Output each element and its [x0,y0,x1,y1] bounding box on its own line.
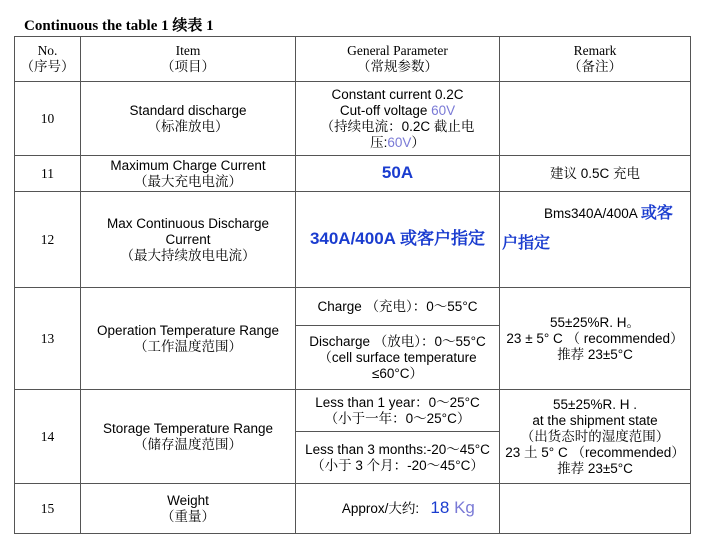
remark-line: at the shipment state [532,412,658,428]
item-cn: （最大持续放电电流） [120,247,256,263]
param-text: Cut-off voltage [339,102,432,118]
header-remark [500,37,691,82]
item-cell [81,82,296,156]
param-line: （持续电流：0.2C 截止电 [320,118,475,134]
remark-line: 推荐 23±5°C [557,460,633,476]
table-caption: Continuous the table 1 续表 1 [24,18,214,34]
item-cell [81,288,296,390]
item-cell [81,192,296,288]
param-text: 压: [370,134,388,150]
param-cell [296,484,500,534]
item-cell [81,156,296,192]
table-row [15,484,691,534]
item-en: Current [165,231,211,247]
row-number: 12 [15,192,81,288]
param-value: 60V [387,134,412,150]
item-cn: （储存温度范围） [134,436,242,452]
header-item [81,37,296,82]
row-number: 15 [15,484,81,534]
remark-line: （出货态时的湿度范围） [520,428,670,444]
table-row [15,192,691,288]
param-value: 50A [381,163,414,182]
param-cell [296,192,500,288]
header-remark-en: Remark [573,43,617,58]
row-number: 13 [15,288,81,390]
remark-cell: 建议 0.5C 充电 [500,156,691,192]
param-line: ≤60°C） [371,365,424,381]
item-en: Weight [167,492,209,508]
remark-cell [500,288,691,390]
row-number: 10 [15,82,81,156]
item-cn: （工作温度范围） [134,338,242,354]
header-item-cn: （项目） [161,59,215,74]
param-text: Approx/大约: [341,501,431,516]
remark-cell [500,82,691,156]
remark-line [502,206,688,222]
remark-text: 或客 [640,205,673,222]
item-en: Operation Temperature Range [96,322,280,338]
param-line: Less than 3 months:-20～45°C [305,441,490,457]
remark-cell [500,484,691,534]
item-en: Standard discharge [129,102,247,118]
remark-line: 23 ± 5° C （ recommended） [506,330,684,346]
param-line: （小于一年：0～25°C） [324,410,471,426]
param-value: 60V [431,102,456,118]
item-cell [81,484,296,534]
remark-line: 23 土 5° C （recommended） [505,444,685,460]
row-number: 14 [15,390,81,484]
header-param-cn: （常规参数） [357,59,438,74]
param-line: （cell surface temperature [318,349,477,365]
header-no [15,37,81,82]
header-param-en: General Parameter [347,43,448,58]
remark-line: 推荐 23±5°C [557,346,633,362]
param-text: ） [411,134,425,150]
remark-cell [500,192,691,288]
table-row [15,82,691,156]
header-remark-cn: （备注） [568,59,622,74]
param-cell [296,432,500,484]
param-value: 18 [430,498,450,517]
param-line: （小于 3 个月：-20～45°C） [311,457,484,473]
param-value: 340A/400A 或客户指定 [309,229,486,248]
item-en: Storage Temperature Range [102,420,274,436]
table-row [15,288,691,326]
remark-text: Bms340A/400A [544,206,641,221]
item-cn: （标准放电） [147,118,229,134]
header-no-en: No. [37,43,58,58]
item-cell [81,390,296,484]
param-cell: Charge （充电）：0～55°C [296,288,500,326]
item-cn: （重量） [161,508,215,524]
table-row [15,390,691,432]
param-line [298,103,497,119]
header-row [15,37,691,82]
param-cell [296,326,500,390]
table-row [15,156,691,192]
param-line: Constant current 0.2C [331,86,464,102]
param-cell [296,82,500,156]
remark-text: 户指定 [502,235,551,252]
item-en: Maximum Charge Current [110,157,266,173]
param-line: Discharge （放电）：0～55°C [309,333,486,349]
item-en: Max Continuous Discharge [106,215,270,231]
remark-line: 55±25%R. H . [553,396,637,412]
item-cn: （最大充电电流） [134,173,242,189]
row-number: 11 [15,156,81,192]
spec-table [14,36,691,534]
remark-cell [500,390,691,484]
header-item-en: Item [175,43,201,58]
param-cell [296,390,500,432]
param-line: Less than 1 year：0～25°C [315,394,480,410]
param-line [298,135,497,151]
remark-line: 55±25%R. H。 [550,314,640,330]
param-unit: Kg [449,498,475,517]
param-cell [296,156,500,192]
header-param [296,37,500,82]
header-no-cn: （序号） [20,59,75,74]
